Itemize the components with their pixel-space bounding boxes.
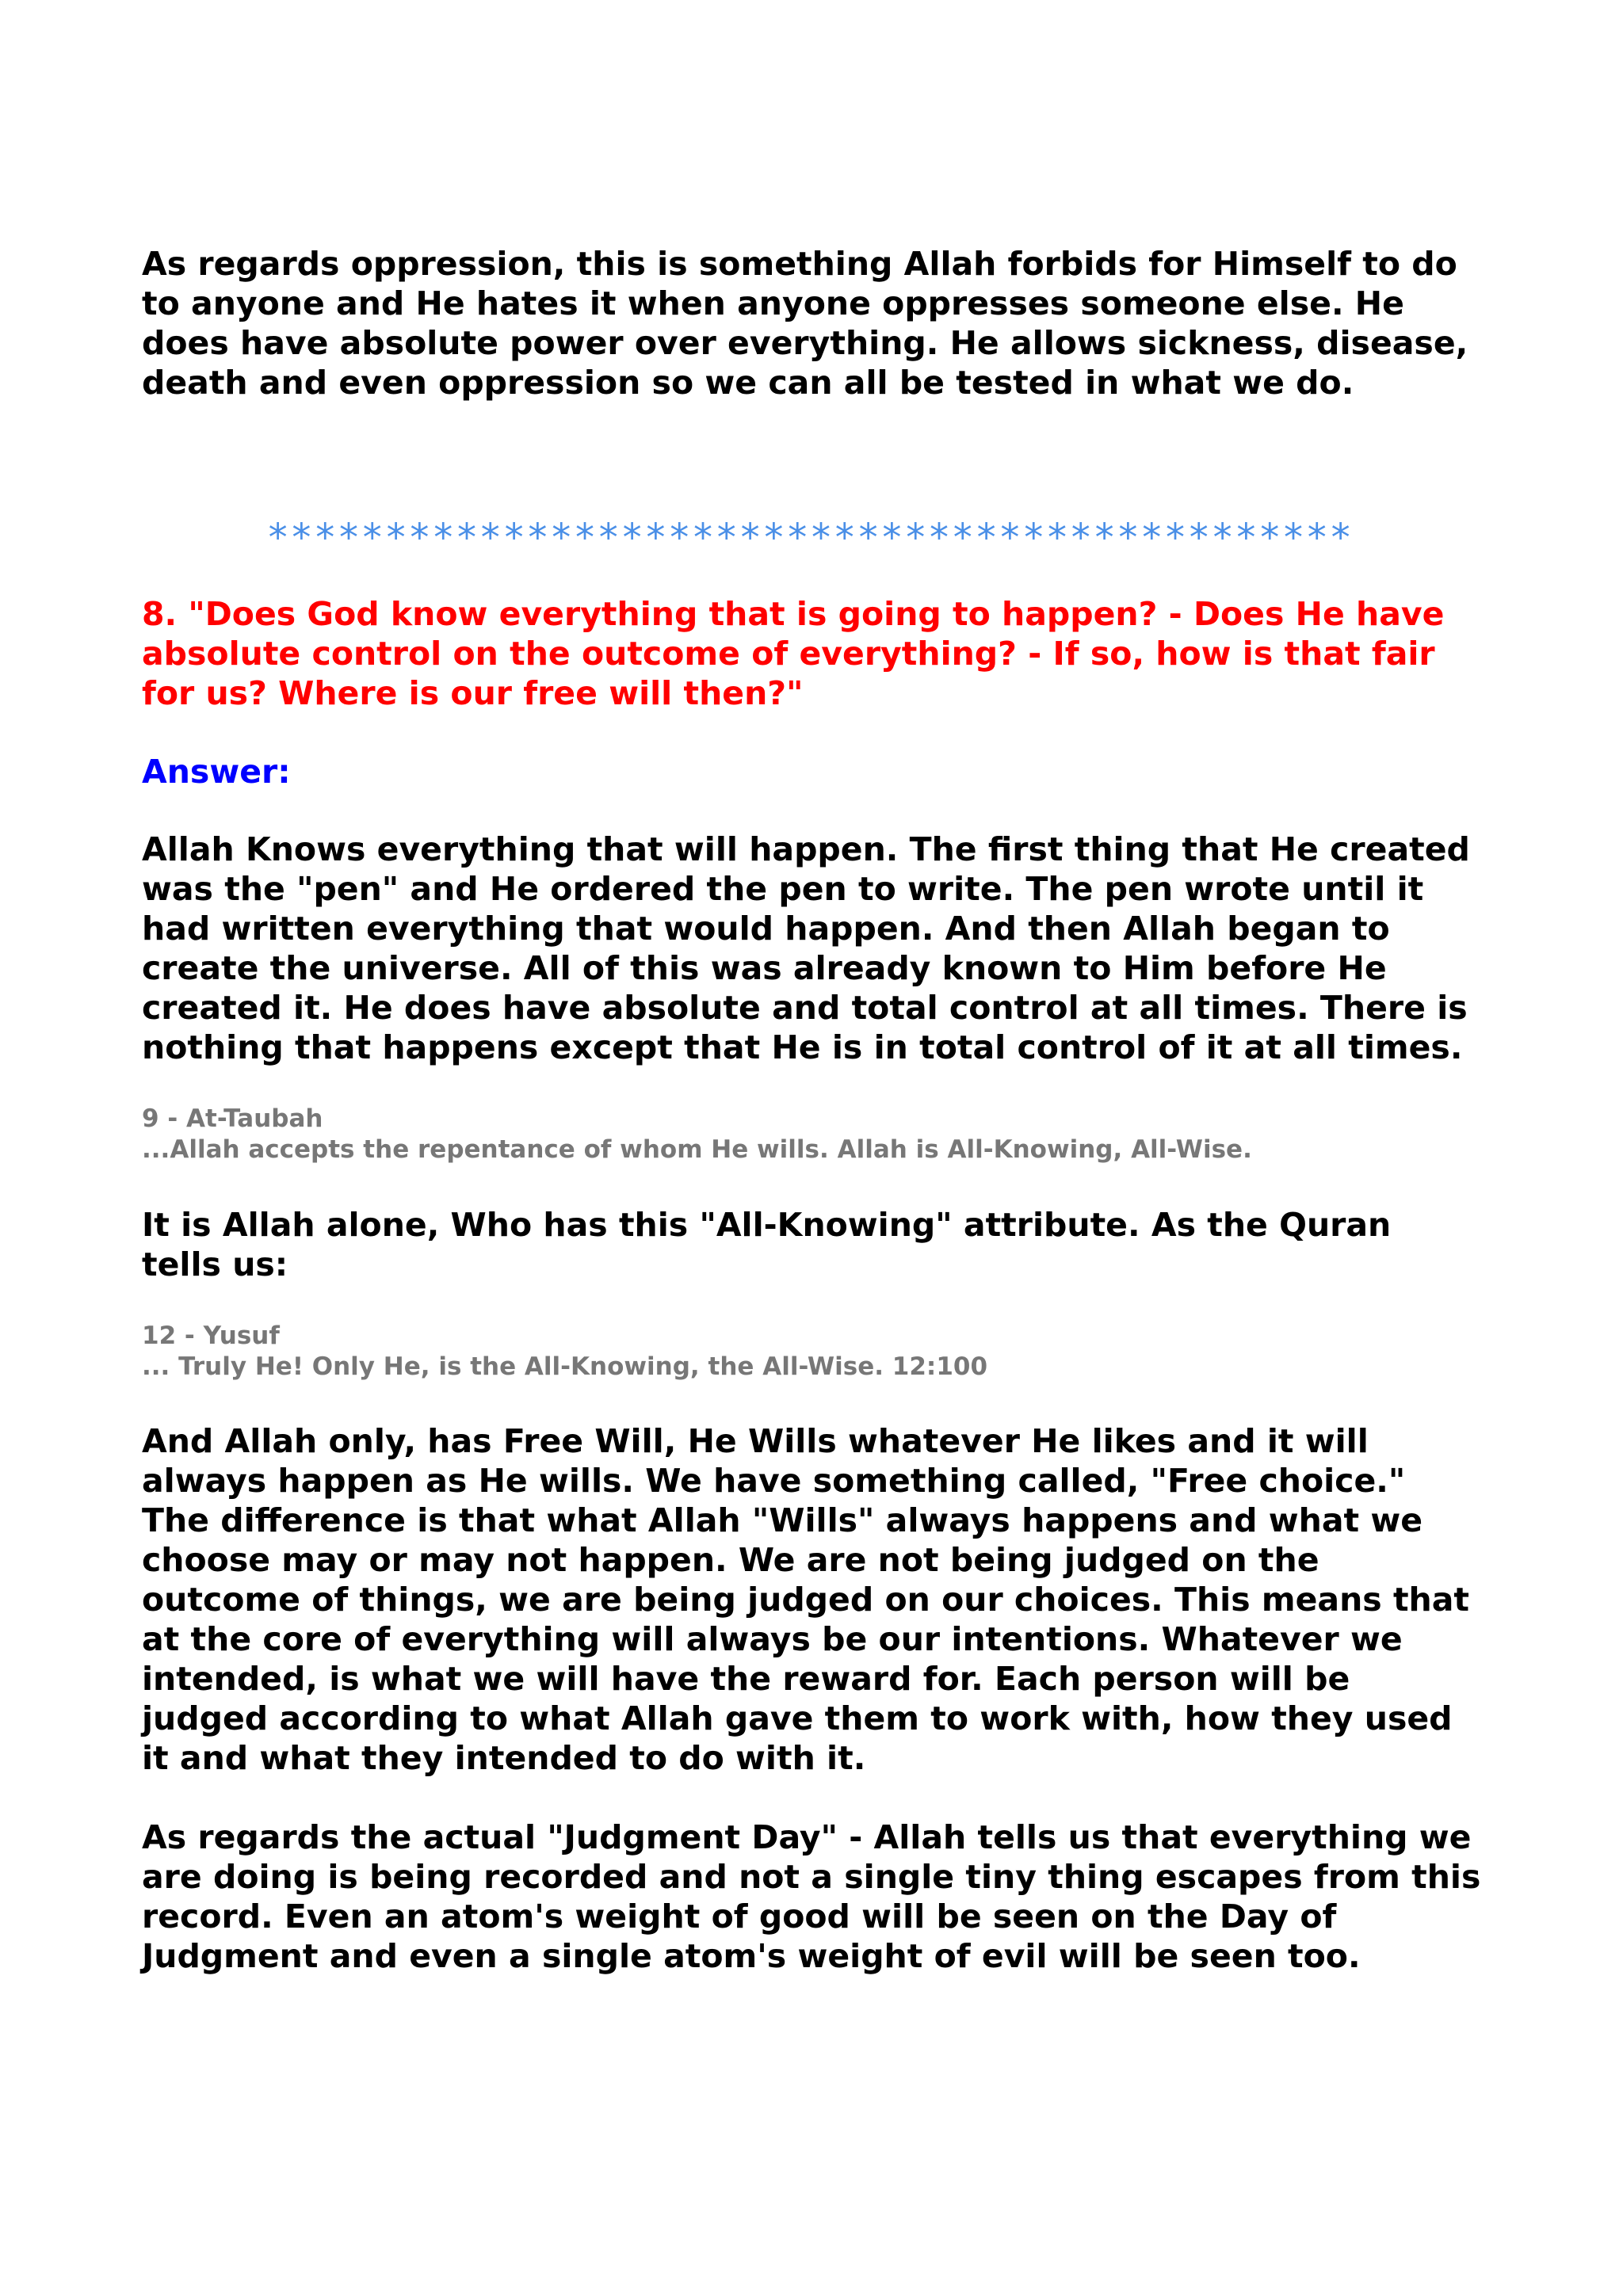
paragraph-line: was the "pen" and He ordered the pen to write. The pen wrote until it — [142, 870, 1424, 908]
paragraph-line: at the core of everything will always be our intentions. Whatever we — [142, 1620, 1403, 1658]
paragraph-line: it and what they intended to do with it. — [142, 1739, 866, 1777]
paragraph-line: always happen as He wills. We have something called, "Free choice." — [142, 1462, 1406, 1500]
quran-quote — [142, 1104, 1252, 1165]
question-heading — [142, 594, 1444, 713]
intro-paragraph — [142, 244, 1468, 402]
paragraph-line: are doing is being recorded and not a single tiny thing escapes from this — [142, 1858, 1481, 1896]
paragraph-line: The difference is that what Allah "Wills" always happens and what we — [142, 1501, 1423, 1539]
paragraph-line: As regards the actual "Judgment Day" - Allah tells us that everything we — [142, 1818, 1472, 1856]
answer-label: Answer: — [142, 753, 291, 791]
quran-quote — [142, 1321, 987, 1383]
paragraph-line: to anyone and He hates it when anyone oppresses someone else. He — [142, 284, 1404, 322]
quote-text: ...Allah accepts the repentance of whom He wills. Allah is All-Knowing, All-Wise. — [142, 1135, 1252, 1164]
quote-source: 12 - Yusuf — [142, 1322, 280, 1350]
paragraph-line: choose may or may not happen. We are not being judged on the — [142, 1541, 1319, 1579]
paragraph — [142, 1817, 1480, 1976]
paragraph-line: It is Allah alone, Who has this "All-Knowing" attribute. As the Quran — [142, 1206, 1392, 1244]
paragraph-line: Allah Knows everything that will happen. The first thing that He created — [142, 830, 1470, 868]
paragraph-line: had written everything that would happen. And then Allah began to — [142, 910, 1390, 948]
paragraph-line: tells us: — [142, 1245, 288, 1283]
quote-text: ... Truly He! Only He, is the All-Knowing, the All-Wise. 12:100 — [142, 1352, 988, 1381]
paragraph — [142, 1421, 1469, 1778]
paragraph-line: intended, is what we will have the reward for. Each person will be — [142, 1660, 1350, 1698]
paragraph — [142, 1205, 1391, 1284]
paragraph-line: As regards oppression, this is something Allah forbids for Himself to do — [142, 245, 1457, 283]
paragraph-line: nothing that happens except that He is in total control of it at all times. — [142, 1028, 1463, 1066]
question-line: absolute control on the outcome of everything? - If so, how is that fair — [142, 635, 1435, 673]
paragraph-line: does have absolute power over everything. He allows sickness, disease, — [142, 324, 1468, 362]
question-line: for us? Where is our free will then?" — [142, 674, 804, 712]
paragraph-line: Judgment and even a single atom's weight of evil will be seen too. — [142, 1937, 1361, 1975]
paragraph-line: And Allah only, has Free Will, He Wills whatever He likes and it will — [142, 1422, 1369, 1460]
paragraph-line: outcome of things, we are being judged on our choices. This means that — [142, 1581, 1470, 1619]
answer-paragraph — [142, 830, 1470, 1067]
paragraph-line: judged according to what Allah gave them to work with, how they used — [142, 1699, 1453, 1737]
paragraph-line: record. Even an atom's weight of good will be seen on the Day of — [142, 1897, 1337, 1936]
paragraph-line: create the universe. All of this was already known to Him before He — [142, 949, 1387, 987]
paragraph-line: death and even oppression so we can all be tested in what we do. — [142, 364, 1354, 402]
quote-source: 9 - At-Taubah — [142, 1104, 323, 1133]
paragraph-line: created it. He does have absolute and total control at all times. There is — [142, 989, 1468, 1027]
asterisk-separator: ********************************************** — [268, 516, 1355, 560]
question-line: 8. "Does God know everything that is going to happen? - Does He have — [142, 595, 1445, 633]
